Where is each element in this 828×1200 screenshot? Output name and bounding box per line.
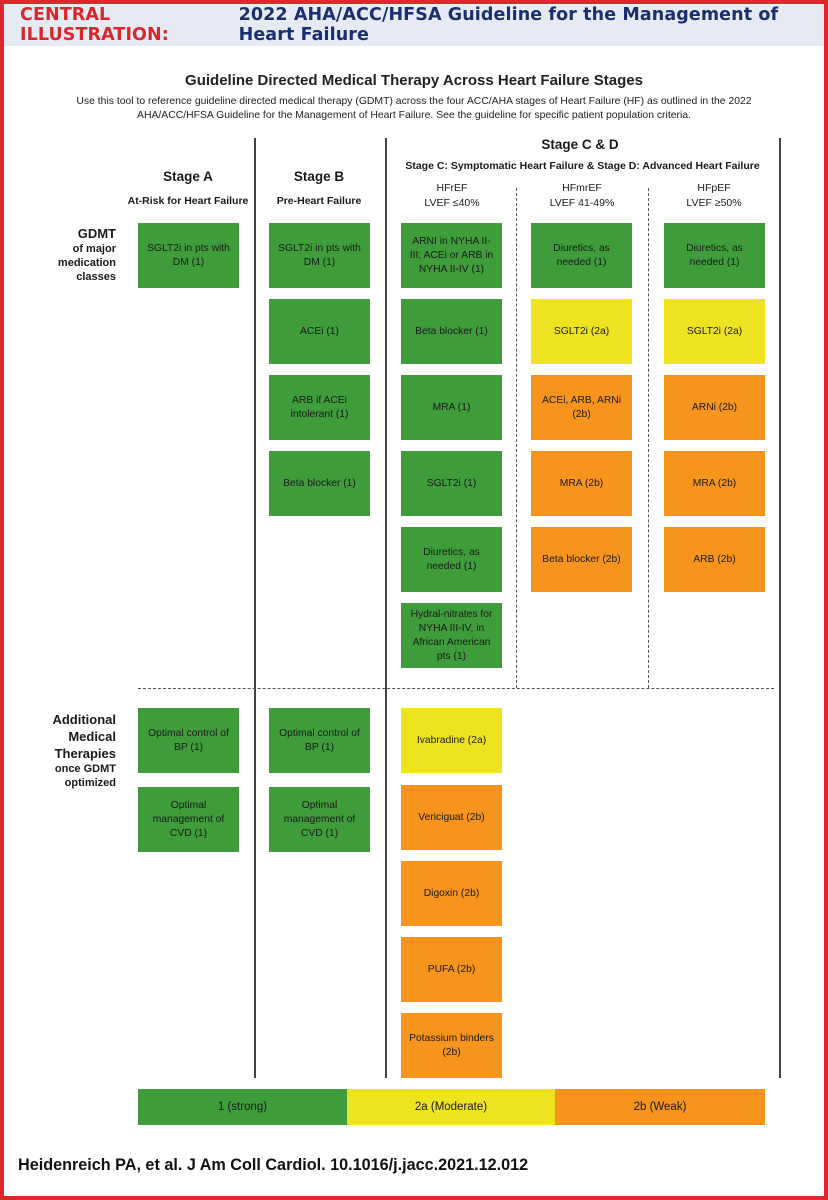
hfmref-lvef: LVEF 41-49% [549, 197, 615, 209]
therapy-box: SGLT2i in pts with DM (1) [138, 223, 239, 288]
stage-a-desc: At-Risk for Heart Failure [127, 195, 249, 207]
diagram-title: Guideline Directed Medical Therapy Across Heart Failure Stages [185, 72, 643, 89]
hfpef-lvef: LVEF ≥50% [686, 197, 742, 209]
section-divider [138, 688, 774, 689]
therapy-box: Diuretics, as needed (1) [401, 527, 502, 592]
therapy-box: SGLT2i (2a) [664, 299, 765, 364]
divider-hfmref-hfpef [648, 188, 649, 688]
central-illustration-banner [4, 4, 824, 46]
therapy-box: Beta blocker (1) [401, 299, 502, 364]
therapy-box: PUFA (2b) [401, 937, 502, 1002]
therapy-box: ARB if ACEi intolerant (1) [269, 375, 370, 440]
divider-stage-a-b [254, 138, 256, 1078]
intro-text: Use this tool to reference guideline directed medical therapy (GDMT) across the four ACC/AHA stages of Heart Failure (HF) as outlined in the 2022 AHA/ACC/HFSA Guideline for the Management of Heart Failure. See the guideline for specific patient population criteria. [76, 96, 752, 121]
additional-label-line-4: once GDMT [54, 763, 116, 775]
therapy-box: Beta blocker (1) [269, 451, 370, 516]
therapy-box: MRA (2b) [531, 451, 632, 516]
therapy-box: MRA (2b) [664, 451, 765, 516]
recommendation-legend [138, 1089, 765, 1125]
legend-weak: 2b (Weak) [555, 1089, 765, 1125]
stage-a-title: Stage A [163, 169, 213, 184]
gdmt-label-line-4: classes [76, 271, 116, 283]
therapy-box: SGLT2i (2a) [531, 299, 632, 364]
therapy-box: Vericiguat (2b) [401, 785, 502, 850]
hfpef-title: HFpEF [697, 182, 731, 194]
additional-label-line-3: Therapies [54, 746, 116, 761]
stage-b-desc: Pre-Heart Failure [276, 195, 362, 207]
therapy-box: Ivabradine (2a) [401, 708, 502, 773]
citation: Heidenreich PA, et al. J Am Coll Cardiol. 10.1016/j.jacc.2021.12.012 [18, 1156, 529, 1174]
additional-label-line-2: Medical [68, 729, 116, 744]
therapy-box: Potassium binders (2b) [401, 1013, 502, 1078]
legend-strong: 1 (strong) [138, 1089, 347, 1125]
therapy-box: Optimal management of CVD (1) [138, 787, 239, 852]
gdmt-label-line-3: medication [57, 257, 116, 269]
therapy-box: Optimal management of CVD (1) [269, 787, 370, 852]
therapy-box: SGLT2i in pts with DM (1) [269, 223, 370, 288]
therapy-box: MRA (1) [401, 375, 502, 440]
hfref-title: HFrEF [436, 182, 468, 194]
therapy-box: Digoxin (2b) [401, 861, 502, 926]
divider-hfref-hfmref [516, 188, 517, 688]
therapy-box: ACEi (1) [269, 299, 370, 364]
divider-stage-b-cd [385, 138, 387, 1078]
banner-title: 2022 AHA/ACC/HFSA Guideline for the Management of Heart Failure [238, 5, 779, 45]
gdmt-row-label [20, 226, 116, 284]
stage-cd-title: Stage C & D [541, 137, 619, 152]
gdmt-label-line-1: GDMT [77, 226, 116, 241]
therapy-box: ARNI in NYHA II-III; ACEi or ARB in NYHA II-IV (1) [401, 223, 502, 288]
therapy-box: ACEi, ARB, ARNi (2b) [531, 375, 632, 440]
therapy-box: Optimal control of BP (1) [269, 708, 370, 773]
banner-prefix: CENTRAL ILLUSTRATION: [20, 5, 169, 45]
therapy-box: Optimal control of BP (1) [138, 708, 239, 773]
gdmt-label-line-2: of major [72, 243, 116, 255]
legend-moderate: 2a (Moderate) [347, 1089, 555, 1125]
therapy-box: Diuretics, as needed (1) [531, 223, 632, 288]
stage-b-title: Stage B [293, 169, 345, 184]
additional-label-line-5: optimized [64, 777, 116, 789]
divider-right [779, 138, 781, 1078]
therapy-box: ARNi (2b) [664, 375, 765, 440]
hfmref-title: HFmrEF [562, 182, 602, 194]
therapy-box: ARB (2b) [664, 527, 765, 592]
therapy-box: SGLT2i (1) [401, 451, 502, 516]
hfref-lvef: LVEF ≤40% [424, 197, 480, 209]
therapy-box: Diuretics, as needed (1) [664, 223, 765, 288]
stage-cd-desc: Stage C: Symptomatic Heart Failure & Stage D: Advanced Heart Failure [405, 160, 760, 172]
therapy-box: Hydral-nitrates for NYHA III-IV, in African American pts (1) [401, 603, 502, 668]
additional-row-label [20, 711, 116, 790]
additional-label-line-1: Additional [52, 712, 116, 727]
therapy-box: Beta blocker (2b) [531, 527, 632, 592]
